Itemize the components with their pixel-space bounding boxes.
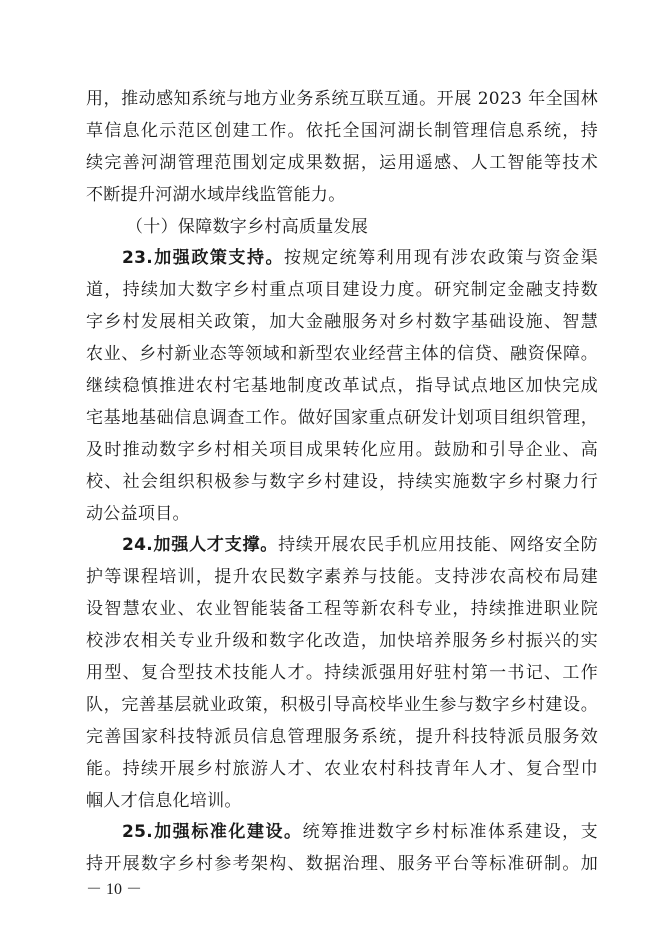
item-text: 持续开展农民手机应用技能、网络安全防: [278, 535, 598, 556]
text-line: 完善国家科技特派员信息管理服务系统，提升科技特派员服务效: [86, 726, 598, 747]
section-heading: （十）保障数字乡村高质量发展: [126, 216, 369, 237]
paragraph-item-23: [86, 243, 598, 530]
text-line: 继续稳慎推进农村宅基地制度改革试点，指导试点地区加快完成: [86, 376, 598, 397]
text-line: 道，持续加大数字乡村重点项目建设力度。研究制定金融支持数: [86, 280, 598, 301]
text-line: 帼人才信息化培训。: [86, 790, 242, 811]
item-text: 按规定统筹利用现有涉农政策与资金渠: [284, 248, 598, 269]
document-body: [86, 84, 598, 881]
text-line: 校涉农相关专业升级和数字化改造，加快培养服务乡村振兴的实: [86, 631, 598, 652]
item-text: 统筹推进数字乡村标准体系建设，支: [302, 822, 598, 843]
text-line: 农业、乡村新业态等领域和新型农业经营主体的信贷、融资保障。: [86, 344, 598, 365]
paragraph-item-25: [86, 817, 598, 881]
item-title: 25.加强标准化建设。: [122, 822, 303, 843]
text-line-first: [86, 817, 598, 849]
page-number: － 10 －: [86, 881, 143, 898]
text-line: 持开展数字乡村参考架构、数据治理、服务平台等标准研制。加: [86, 854, 598, 875]
text-line: 队，完善基层就业政策，积极引导高校毕业生参与数字乡村建设。: [86, 694, 598, 715]
text-line: 校、社会组织积极参与数字乡村建设，持续实施数字乡村聚力行: [86, 471, 598, 492]
text-line: 能。持续开展乡村旅游人才、农业农村科技青年人才、复合型巾: [86, 758, 598, 779]
text-line: 宅基地基础信息调查工作。做好国家重点研发计划项目组织管理，: [86, 407, 598, 428]
text-line: 用型、复合型技术技能人才。持续派强用好驻村第一书记、工作: [86, 663, 598, 684]
text-line-first: [86, 243, 598, 275]
text-line: 用，推动感知系统与地方业务系统互联互通。开展 2023 年全国林: [86, 89, 598, 109]
paragraph-item-24: [86, 530, 598, 817]
text-line: 草信息化示范区创建工作。依托全国河湖长制管理信息系统，持: [86, 120, 598, 141]
text-line: 动公益项目。: [86, 503, 190, 524]
text-line-first: [86, 530, 598, 562]
item-title: 24.加强人才支撑。: [122, 535, 279, 556]
paragraph-continuation: [86, 84, 598, 212]
text-line: 续完善河湖管理范围划定成果数据，运用遥感、人工智能等技术: [86, 152, 598, 173]
item-title: 23.加强政策支持。: [122, 248, 285, 269]
text-line: 字乡村发展相关政策，加大金融服务对乡村数字基础设施、智慧: [86, 312, 598, 333]
text-line: 及时推动数字乡村相关项目成果转化应用。鼓励和引导企业、高: [86, 439, 598, 460]
text-line: 不断提升河湖水域岸线监管能力。: [86, 184, 346, 205]
text-line: 设智慧农业、农业智能装备工程等新农科专业，持续推进职业院: [86, 599, 598, 620]
text-line: 护等课程培训，提升农民数字素养与技能。支持涉农高校布局建: [86, 567, 598, 588]
